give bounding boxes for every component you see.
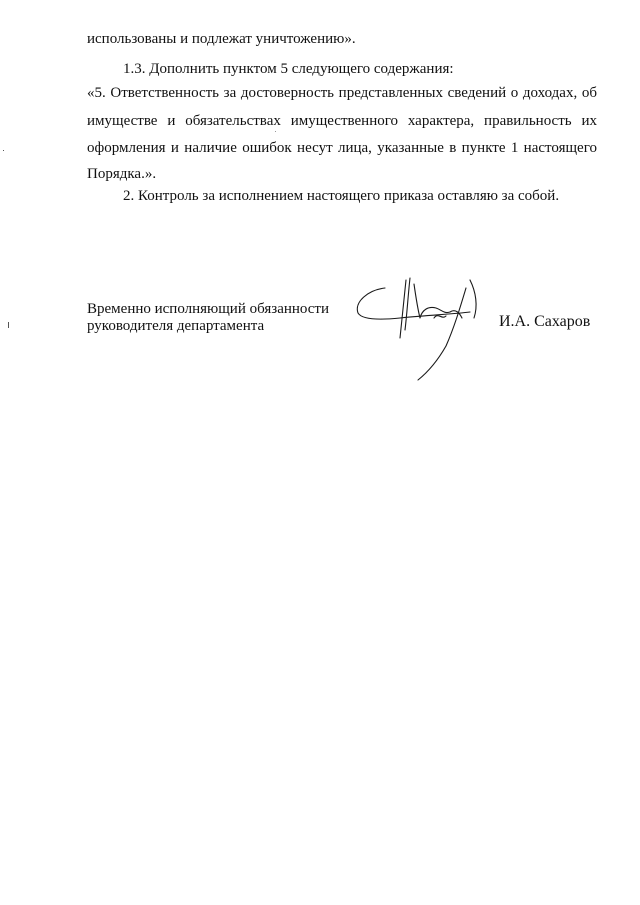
scan-speck [8, 322, 9, 328]
scan-speck [3, 150, 4, 151]
handwritten-signature [350, 268, 490, 383]
signer-position-line-2: руководителя департамента [87, 318, 265, 334]
item-5-line-2: имуществе и обязательствах имущественного характера, правильность их [87, 113, 597, 129]
signer-name: И.А. Сахаров [499, 313, 591, 330]
item-5-line-3: оформления и наличие ошибок несут лица, указанные в пункте 1 настоящего [87, 140, 597, 156]
signer-position-line-1: Временно исполняющий обязанности [87, 301, 330, 317]
scan-speck [275, 131, 276, 132]
paragraph-continuation: использованы и подлежат уничтожению». [87, 31, 356, 47]
item-5-line-4: Порядка.». [87, 166, 157, 182]
item-1-3: 1.3. Дополнить пунктом 5 следующего содержания: [123, 61, 454, 77]
item-2: 2. Контроль за исполнением настоящего приказа оставляю за собой. [123, 188, 560, 204]
item-5-line-1: «5. Ответственность за достоверность представленных сведений о доходах, об [87, 85, 597, 101]
